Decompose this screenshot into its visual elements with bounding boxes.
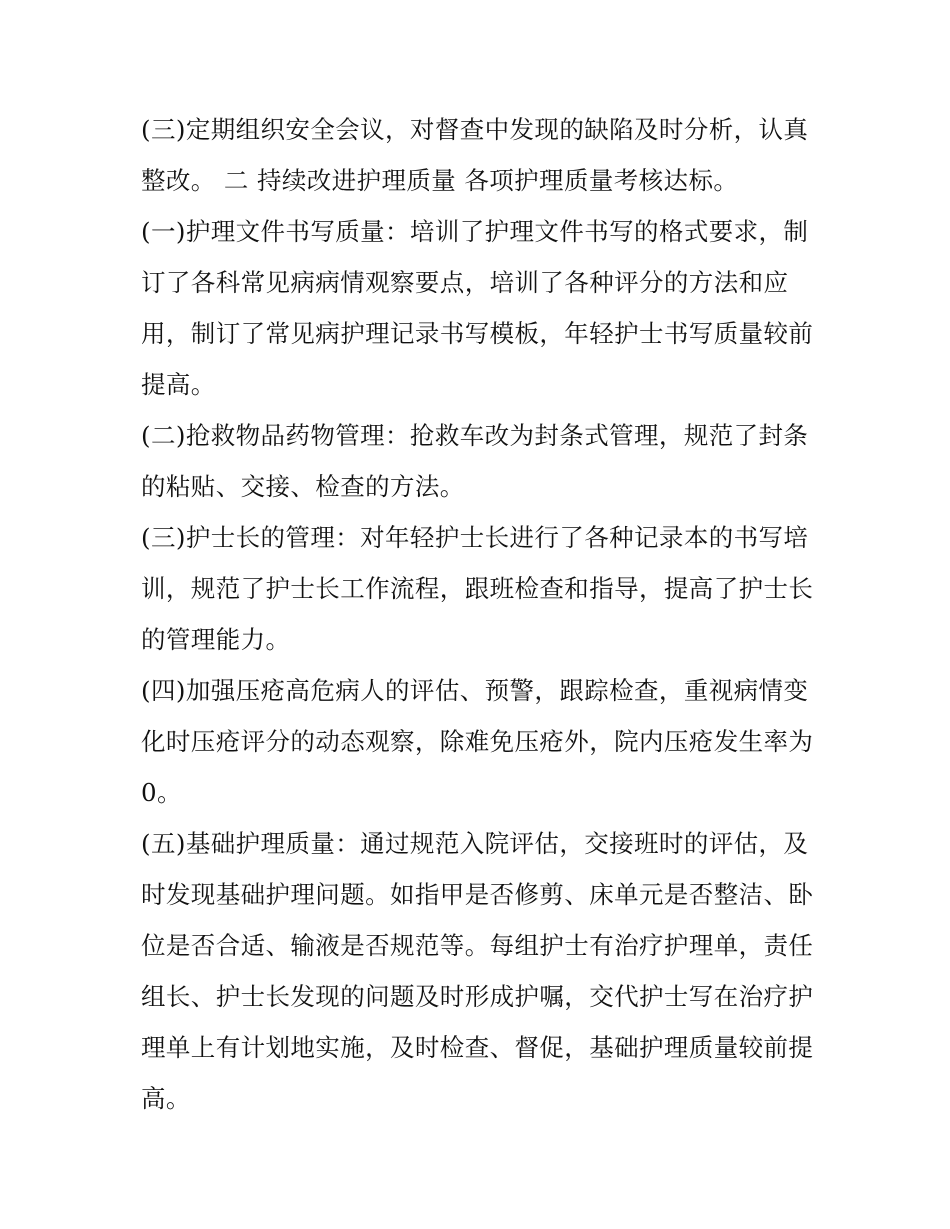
text-line: 训，规范了护士长工作流程，跟班检查和指导，提高了护士长 <box>141 574 814 603</box>
text-line: (三)护士长的管理：对年轻护士长进行了各种记录本的书写培 <box>141 523 809 552</box>
text-line: (四)加强压疮高危病人的评估、预警，跟踪检查，重视病情变 <box>141 676 809 705</box>
text-line: (二)抢救物品药物管理：抢救车改为封条式管理，规范了封条 <box>141 421 809 450</box>
text-line: 理单上有计划地实施，及时检查、督促，基础护理质量较前提 <box>141 1033 814 1062</box>
text-line: 的粘贴、交接、检查的方法。 <box>141 472 465 501</box>
text-line: 订了各科常见病病情观察要点，培训了各种评分的方法和应 <box>141 268 789 297</box>
text-line: (三)定期组织安全会议，对督查中发现的缺陷及时分析，认真 <box>141 115 809 144</box>
text-line: 位是否合适、输液是否规范等。每组护士有治疗护理单，责任 <box>141 931 814 960</box>
text-line: 化时压疮评分的动态观察，除难免压疮外，院内压疮发生率为 <box>141 727 814 756</box>
text-line: (五)基础护理质量：通过规范入院评估，交接班时的评估，及 <box>141 829 809 858</box>
text-line: 组长、护士长发现的问题及时形成护嘱，交代护士写在治疗护 <box>141 982 814 1011</box>
document-body <box>141 104 813 1124</box>
text-line: 提高。 <box>141 370 216 399</box>
text-line: 的管理能力。 <box>141 625 291 654</box>
text-line: (一)护理文件书写质量：培训了护理文件书写的格式要求，制 <box>141 217 809 246</box>
text-line: 整改。 二 持续改进护理质量 各项护理质量考核达标。 <box>141 166 739 195</box>
text-line: 用，制订了常见病护理记录书写模板，年轻护士书写质量较前 <box>141 319 814 348</box>
text-line: 时发现基础护理问题。如指甲是否修剪、床单元是否整洁、卧 <box>141 880 814 909</box>
text-line: 高。 <box>141 1084 191 1113</box>
text-line: 0。 <box>141 778 182 807</box>
